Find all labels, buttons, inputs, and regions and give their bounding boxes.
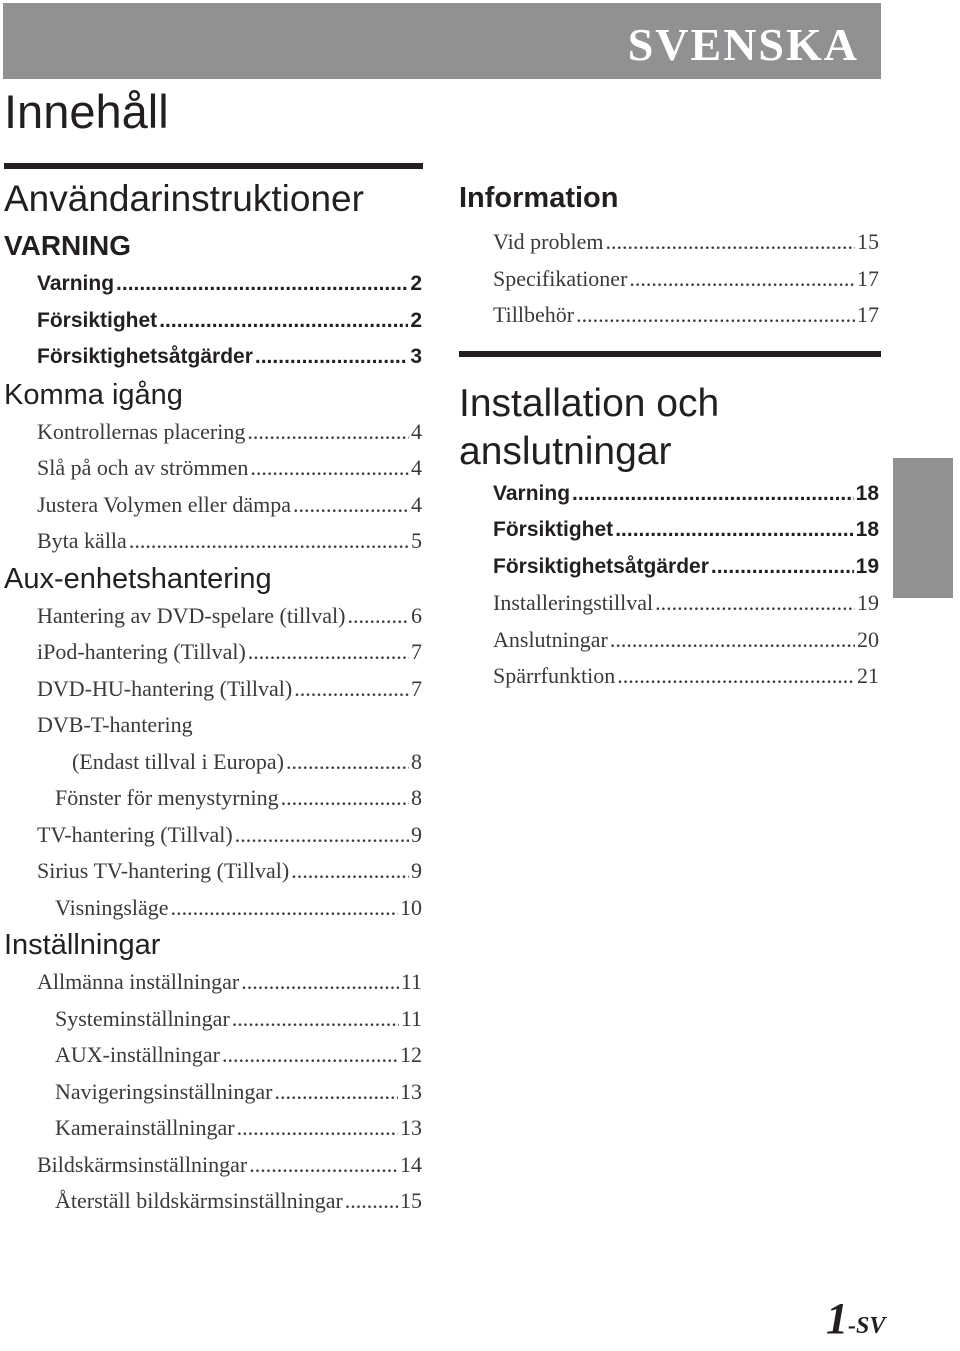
- toc-entry[interactable]: Slå på och av strömmen ..... 4: [4, 450, 422, 487]
- section-heading-information: Information: [459, 182, 619, 214]
- toc-entry[interactable]: Kamerainställningar ..... 13: [4, 1110, 422, 1147]
- toc-entry[interactable]: Justera Volymen eller dämpa ..... 4: [4, 487, 422, 524]
- toc-entry[interactable]: Spärrfunktion ..... 21: [459, 658, 879, 695]
- language-label: SVENSKA: [627, 19, 859, 70]
- toc-entry[interactable]: Visningsläge ..... 10: [4, 890, 422, 927]
- toc-entry[interactable]: Allmänna inställningar ..... 11: [4, 964, 422, 1001]
- section-rule-left: [4, 163, 423, 169]
- toc-entry[interactable]: Försiktighetsåtgärder ..... 19: [459, 549, 879, 586]
- toc-entry[interactable]: Anslutningar ..... 20: [459, 622, 879, 659]
- toc-entry[interactable]: Bildskärmsinställningar ..... 14: [4, 1147, 422, 1184]
- toc-entry[interactable]: Fönster för menystyrning ..... 8: [4, 780, 422, 817]
- toc-entry[interactable]: Vid problem ..... 15: [459, 224, 879, 261]
- toc-entry[interactable]: Återställ bildskärmsinställningar ..... 15: [4, 1183, 422, 1220]
- section-heading-anvandarinstruktioner: Användarinstruktioner: [4, 178, 364, 219]
- toc-entry[interactable]: DVD-HU-hantering (Tillval) ..... 7: [4, 671, 422, 708]
- page-title: Innehåll: [4, 85, 169, 138]
- toc-entry[interactable]: Varning ..... 18: [459, 476, 879, 513]
- toc-entry-heading-only[interactable]: DVB-T-hantering: [37, 712, 193, 737]
- section-side-tab: [893, 458, 953, 598]
- toc-entry[interactable]: Byta källa ..... 5: [4, 523, 422, 560]
- page-number-value: 1: [826, 1294, 848, 1343]
- subsection-heading-komma-igang: Komma igång: [4, 378, 183, 411]
- toc-entry[interactable]: Försiktighet ..... 2: [4, 303, 422, 340]
- subsection-heading-installningar: Inställningar: [4, 929, 161, 961]
- toc-entry[interactable]: Försiktighetsåtgärder ..... 3: [4, 339, 422, 376]
- toc-entry[interactable]: Tillbehör ..... 17: [459, 297, 879, 334]
- toc-entry[interactable]: Försiktighet ..... 18: [459, 512, 879, 549]
- toc-column-right: [459, 172, 879, 695]
- toc-entry[interactable]: Navigeringsinställningar ..... 13: [4, 1074, 422, 1111]
- toc-entry[interactable]: (Endast tillval i Europa) ..... 8: [4, 744, 422, 781]
- toc-entry[interactable]: Installeringstillval ..... 19: [459, 585, 879, 622]
- section-heading-installation-line2: anslutningar: [459, 429, 672, 473]
- page-number: [826, 1294, 885, 1351]
- page-number-suffix: -SV: [848, 1313, 886, 1339]
- subsection-heading-aux: Aux-enhetshantering: [4, 562, 272, 595]
- toc-entry[interactable]: Specifikationer ..... 17: [459, 261, 879, 298]
- language-banner: [3, 3, 881, 79]
- toc-entry[interactable]: iPod-hantering (Tillval) ..... 7: [4, 634, 422, 671]
- toc-entry[interactable]: Kontrollernas placering ..... 4: [4, 414, 422, 451]
- section-heading-installation-line1: Installation och: [459, 381, 720, 425]
- toc-entry[interactable]: Systeminställningar ..... 11: [4, 1001, 422, 1038]
- subsection-heading-varning: VARNING: [4, 230, 132, 261]
- toc-entry[interactable]: TV-hantering (Tillval) ..... 9: [4, 817, 422, 854]
- toc-entry[interactable]: Sirius TV-hantering (Tillval) ..... 9: [4, 853, 422, 890]
- toc-entry[interactable]: AUX-inställningar ..... 12: [4, 1037, 422, 1074]
- toc-entry[interactable]: Varning ..... 2: [4, 266, 422, 303]
- toc-entry[interactable]: Hantering av DVD-spelare (tillval) ..... 6: [4, 598, 422, 635]
- toc-column-left: [4, 172, 422, 1220]
